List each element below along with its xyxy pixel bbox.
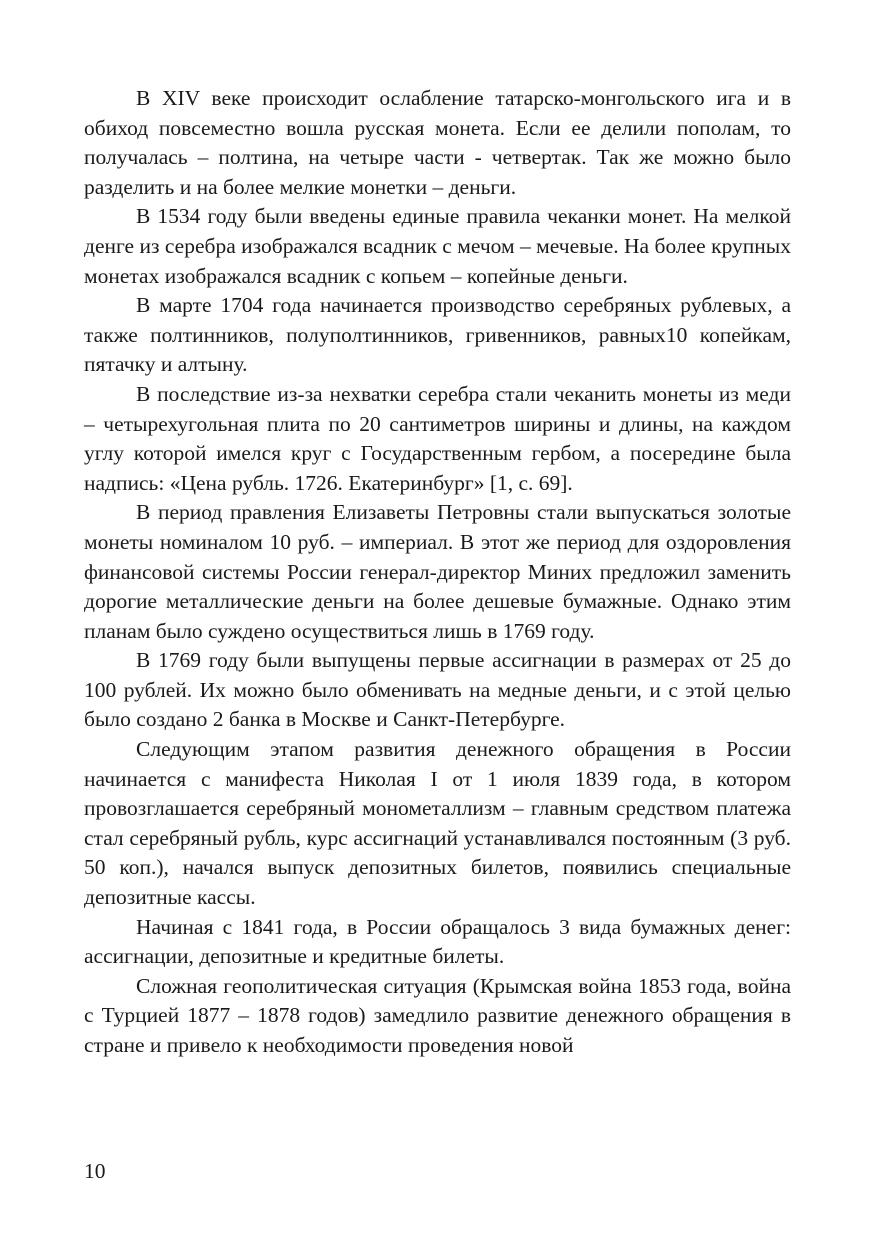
paragraph-1841-banknotes: Начиная с 1841 года, в России обращалось 3 вида бумажных денег: ассигнации, депозитные и кредитные билеты. — [84, 914, 791, 969]
page-number: 10 — [84, 1159, 106, 1183]
paragraph-copper-plates: В последствие из-за нехватки серебра стали чеканить монеты из меди – четырехугольная плита по 20 сантиметров ширины и длины, на каждом углу которой имелся круг с Государственным гербом, а посередине была надпись: «Цена рубль. 1726. Екатеринбург» [1, с. 69]. — [84, 381, 791, 495]
page-body — [84, 84, 791, 1061]
paragraph-elizabeth-gold: В период правления Елизаветы Петровны стали выпускаться золотые монеты номиналом 10 руб. – империал. В этот же период для оздоровления финансовой системы России генерал-директор Миних предложил заменить дорогие металлические деньги на более дешевые бумажные. Однако этим планам было суждено осуществиться лишь в 1769 году. — [84, 500, 791, 643]
paragraph-1704-silver: В марте 1704 года начинается производство серебряных рублевых, а также полтинников, полуполтинников, гривенников, равных10 копейкам, пятачку и алтыну. — [84, 293, 791, 377]
paragraph-geopolitical: Сложная геополитическая ситуация (Крымская война 1853 года, война с Турцией 1877 – 1878 годов) замедлило развитие денежного обращения в стране и привело к необходимости проведения новой — [84, 973, 791, 1057]
paragraph-1839-manifesto: Следующим этапом развития денежного обращения в России начинается с манифеста Николая I от 1 июля 1839 года, в котором провозглашается серебряный монометаллизм – главным средством платежа стал серебряный рубль, курс ассигнаций устанавливался постоянным (3 руб. 50 коп.), начался выпуск депозитных билетов, появились специальные депозитные кассы. — [84, 737, 791, 910]
paragraph-1769-assignats: В 1769 году были выпущены первые ассигнации в размерах от 25 до 100 рублей. Их можно было обменивать на медные деньги, и с этой целью было создано 2 банка в Москве и Санкт-Петербурге. — [84, 648, 791, 732]
paragraph-xiv-century: В XIV веке происходит ослабление татарско-монгольского ига и в обиход повсеместно вошла русская монета. Если ее делили пополам, то получалась – полтина, на четыре части - четвертак. Так же можно было разделить и на более мелкие монетки – деньги. — [84, 86, 791, 199]
paragraph-1534-coinage: В 1534 году были введены единые правила чеканки монет. На мелкой денге из серебра изображался всадник с мечом – мечевые. На более крупных монетах изображался всадник с копьем – копейные деньги. — [84, 204, 791, 288]
